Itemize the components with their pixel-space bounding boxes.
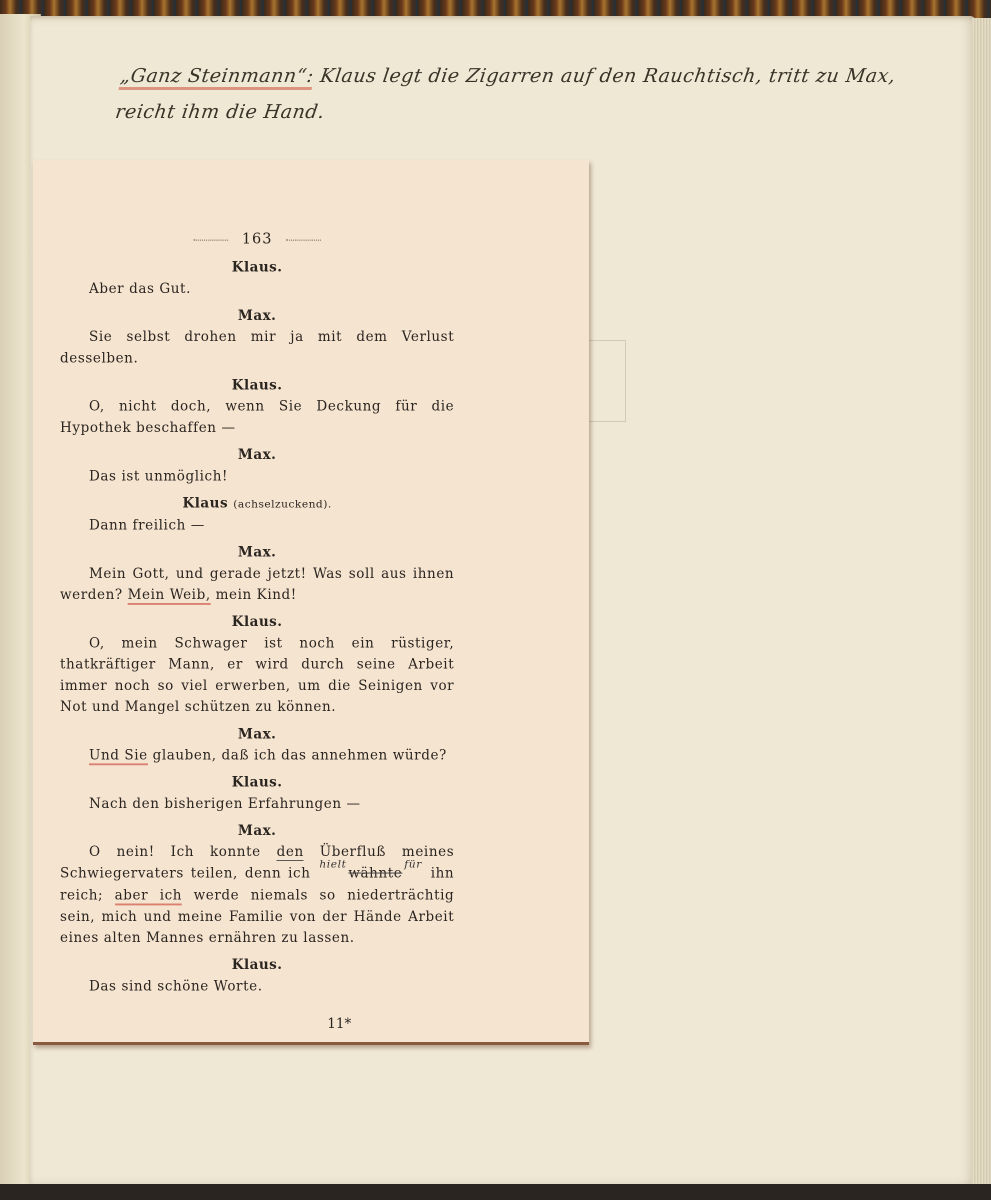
struck-word: wähnte bbox=[348, 865, 403, 882]
signature-mark: 11* bbox=[327, 1016, 352, 1032]
text-segment: O nein! Ich konnte bbox=[88, 844, 277, 861]
dialogue-line: Nach den bisherigen Erfahrungen — bbox=[88, 796, 361, 812]
dialogue-line: Das ist unmöglich! bbox=[88, 468, 229, 485]
speaker-name bbox=[60, 542, 454, 563]
stage-direction: (achselzuckend). bbox=[233, 497, 332, 511]
text-segment: mein Kind! bbox=[210, 587, 297, 603]
text-segment: werde niemals so niederträchtig sein, mich und meine Familie von der Hände Arbeit eines alten Mannes ernähren zu lassen. bbox=[60, 888, 455, 947]
speaker-name bbox=[60, 445, 454, 466]
dialogue-line bbox=[60, 563, 454, 606]
speaker-name bbox=[60, 724, 454, 745]
spacer bbox=[60, 997, 454, 1003]
speaker-label: Klaus. bbox=[231, 259, 283, 276]
ornament-left bbox=[194, 239, 229, 240]
pencil-underline-annotation: den bbox=[276, 844, 304, 861]
dialogue-line: Aber das Gut. bbox=[88, 281, 191, 297]
dialogue-line: O, nicht doch, wenn Sie Deckung für die Hypothek beschaffen — bbox=[60, 399, 455, 436]
page-number-value: 163 bbox=[241, 230, 273, 248]
speaker-label: Max. bbox=[237, 545, 277, 561]
handwritten-correction: hielt bbox=[319, 858, 347, 871]
page-number bbox=[60, 230, 454, 247]
dialogue-line bbox=[60, 842, 454, 949]
red-underline-annotation: Mein Weib, bbox=[127, 587, 211, 603]
pencil-bracket-mark bbox=[585, 340, 626, 422]
speaker-label: Klaus. bbox=[231, 774, 283, 791]
speaker-label: Klaus bbox=[182, 495, 229, 512]
dialogue-line: Dann freilich — bbox=[88, 517, 205, 534]
page-stack-edge bbox=[972, 18, 991, 1184]
red-underline-annotation: Und Sie bbox=[88, 747, 148, 764]
speaker-name bbox=[60, 257, 454, 278]
bottom-edge bbox=[0, 1184, 991, 1200]
text-segment: Mein Gott, und gerade jetzt! Was soll aus ihnen werden? bbox=[60, 566, 455, 603]
handwritten-stage-direction bbox=[113, 58, 943, 130]
speaker-label: Max. bbox=[237, 447, 277, 463]
text-segment: Überfluß meines Schwiegervaters teilen, denn ich bbox=[60, 844, 455, 882]
text-segment: ihn reich; bbox=[60, 865, 455, 904]
red-underline-annotation: aber ich bbox=[114, 888, 183, 904]
text-segment: glauben, daß ich das annehmen würde? bbox=[147, 747, 447, 764]
dialogue-line: Das sind schöne Worte. bbox=[88, 978, 263, 995]
handwritten-text: Klaus legt die Zigarren auf den Rauchtisch, tritt zu Max, reicht ihm die Hand. bbox=[113, 65, 898, 123]
speaker-label: Klaus. bbox=[231, 377, 283, 394]
dialogue-line: O, mein Schwager ist noch ein rüstiger, thatkräftiger Mann, er wird durch seine Arbeit immer noch so viel erwerben, um die Seinigen vor Not und Mangel schützen zu können. bbox=[60, 635, 455, 716]
speaker-label: Max. bbox=[237, 726, 277, 743]
dialogue-line bbox=[60, 745, 454, 766]
speaker-name bbox=[60, 772, 454, 793]
dialogue-blocks bbox=[60, 257, 454, 1003]
speaker-label: Max. bbox=[237, 823, 277, 839]
speaker-label: Max. bbox=[237, 308, 277, 324]
dialogue-line: Sie selbst drohen mir ja mit dem Verlust desselben. bbox=[60, 329, 455, 367]
speaker-name bbox=[60, 493, 454, 515]
pasted-print-clipping bbox=[33, 160, 589, 1045]
speaker-name bbox=[60, 375, 454, 396]
handwritten-prefix: „Ganz Steinmann“: bbox=[119, 65, 316, 90]
ornament-right bbox=[286, 239, 321, 240]
speaker-label: Klaus. bbox=[231, 614, 283, 631]
speaker-label: Klaus. bbox=[231, 957, 283, 974]
speaker-name bbox=[60, 955, 454, 976]
speaker-name bbox=[60, 305, 454, 326]
printed-text-block bbox=[60, 230, 454, 1032]
handwritten-correction: für bbox=[404, 858, 422, 871]
speaker-name bbox=[60, 612, 454, 633]
speaker-name bbox=[60, 820, 454, 841]
